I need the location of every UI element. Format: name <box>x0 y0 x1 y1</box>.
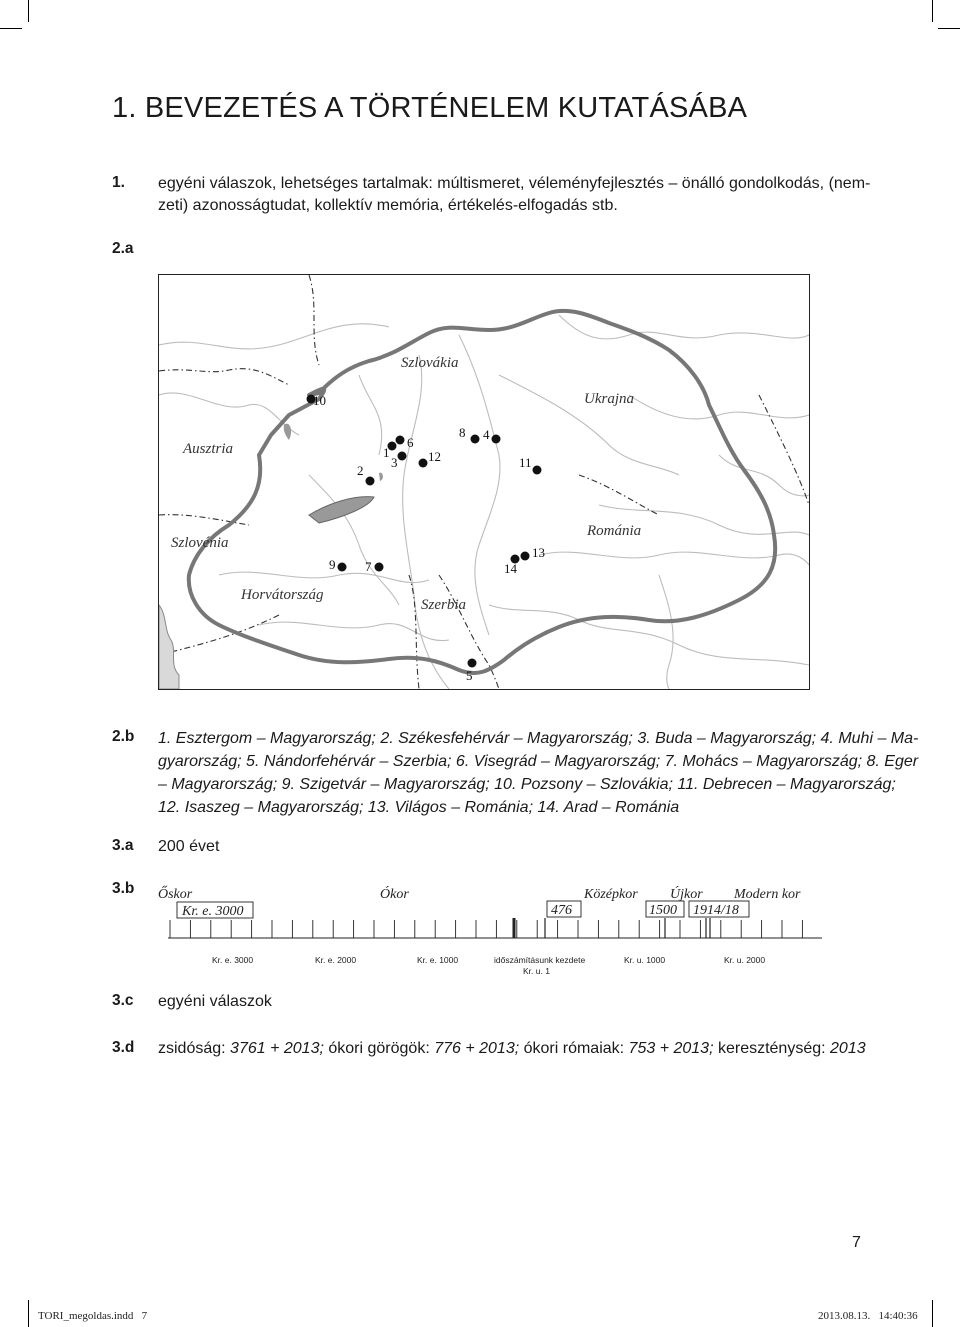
question-label: 3.d <box>112 1039 135 1056</box>
answer-line: 1. Esztergom – Magyarország; 2. Székesfehérvár – Magyarország; 3. Buda – Magyarország; 4. Muhi – Ma- <box>158 730 919 747</box>
point-label: 8 <box>459 425 466 440</box>
country-label: Szlovénia <box>171 535 229 551</box>
date-box: Kr. e. 3000 <box>182 904 244 919</box>
country-label: Szlovákia <box>401 355 459 371</box>
question-label: 2.a <box>112 240 134 257</box>
map-point <box>471 435 480 444</box>
answer-value: 753 + 2013; <box>628 1040 714 1057</box>
page-title: 1. BEVEZETÉS A TÖRTÉNELEM KUTATÁSÁBA <box>112 92 748 124</box>
country-label: Ukrajna <box>584 391 634 407</box>
answer-text: egyéni válaszok <box>158 993 272 1010</box>
answer-text <box>158 1038 866 1060</box>
map-point <box>375 563 384 572</box>
map-point <box>366 477 375 486</box>
tick-label: Kr. u. 2000 <box>724 955 766 965</box>
crop-mark <box>932 1300 933 1327</box>
country-label: Horvátország <box>241 587 324 603</box>
answer-part: kereszténység: <box>713 1040 831 1057</box>
question-label: 1. <box>112 174 125 191</box>
map-point <box>419 459 428 468</box>
date-box: 1500 <box>649 903 677 918</box>
era-label: Őskor <box>158 887 193 902</box>
answer-value: 3761 + 2013; <box>230 1040 324 1057</box>
question-label: 3.a <box>112 837 134 854</box>
map-point <box>521 552 530 561</box>
map-point <box>492 435 501 444</box>
map-point <box>468 659 477 668</box>
answer-line: zeti) azonosságtudat, kollektív memória, értékelés-elfogadás stb. <box>158 196 618 214</box>
answer-part: ókori görögök: <box>323 1040 435 1057</box>
point-label: 12 <box>428 449 441 464</box>
point-label: 11 <box>519 455 532 470</box>
crop-mark <box>938 28 960 29</box>
country-label: Szerbia <box>421 597 466 613</box>
answer-part: zsidóság: <box>158 1040 231 1057</box>
hungary-map <box>158 274 810 690</box>
question-label: 3.c <box>112 992 134 1009</box>
crop-mark <box>932 0 933 22</box>
page-number: 7 <box>852 1234 861 1251</box>
map-point <box>398 452 407 461</box>
era-label: Ókor <box>380 887 409 902</box>
point-label: 14 <box>504 561 517 576</box>
tick-label: Kr. e. 1000 <box>417 955 459 965</box>
crop-mark <box>28 0 29 22</box>
footer-file: TORI_megoldas.indd 7 <box>38 1310 148 1322</box>
point-label: 3 <box>391 455 398 470</box>
tick-label: Kr. u. 1 <box>523 966 550 976</box>
answer-text <box>158 173 870 216</box>
tick-label: időszámításunk kezdete <box>494 955 586 965</box>
point-label: 1 <box>383 445 390 460</box>
era-label: Újkor <box>670 887 703 902</box>
tick-label: Kr. e. 2000 <box>315 955 357 965</box>
era-label: Modern kor <box>734 887 801 902</box>
answer-text: 200 évet <box>158 838 220 855</box>
answer-line: – Magyarország; 9. Szigetvár – Magyarország; 10. Pozsony – Szlovákia; 11. Debrecen – Magyarország; <box>158 776 896 793</box>
map-point <box>533 466 542 475</box>
point-label: 10 <box>313 393 326 408</box>
crop-mark <box>28 1300 29 1327</box>
date-box: 1914/18 <box>693 903 739 918</box>
point-label: 13 <box>532 545 545 560</box>
country-label: Ausztria <box>183 441 234 457</box>
point-label: 9 <box>329 557 336 572</box>
country-label: Románia <box>587 523 642 539</box>
answer-part: ókori rómaiak: <box>519 1040 629 1057</box>
footer-date: 2013.08.13. 14:40:36 <box>818 1310 918 1322</box>
answer-value: 776 + 2013; <box>434 1040 520 1057</box>
timeline <box>150 876 830 986</box>
answer-value: 2013 <box>830 1040 866 1057</box>
tick-label: Kr. u. 1000 <box>624 955 666 965</box>
crop-mark <box>0 28 22 29</box>
tick-label: Kr. e. 3000 <box>212 955 254 965</box>
question-label: 3.b <box>112 880 135 897</box>
era-label: Középkor <box>584 887 638 902</box>
map-svg <box>159 275 809 689</box>
point-label: 2 <box>357 463 364 478</box>
answer-line: 12. Isaszeg – Magyarország; 13. Világos – Románia; 14. Arad – Románia <box>158 799 680 816</box>
answer-line: gyarország; 5. Nándorfehérvár – Szerbia; 6. Visegrád – Magyarország; 7. Mohács – Magyarország; 8. Eger <box>158 753 919 770</box>
date-box: 476 <box>551 903 572 918</box>
point-label: 5 <box>466 668 473 683</box>
map-point <box>338 563 347 572</box>
answer-text <box>158 727 918 819</box>
point-label: 6 <box>407 435 414 450</box>
question-label: 2.b <box>112 728 135 745</box>
point-label: 4 <box>483 427 490 442</box>
point-label: 7 <box>365 559 372 574</box>
answer-line: egyéni válaszok, lehetséges tartalmak: múltismeret, véleményfejlesztés – önálló gondolkodás, (nem- <box>158 175 871 192</box>
map-point <box>396 436 405 445</box>
